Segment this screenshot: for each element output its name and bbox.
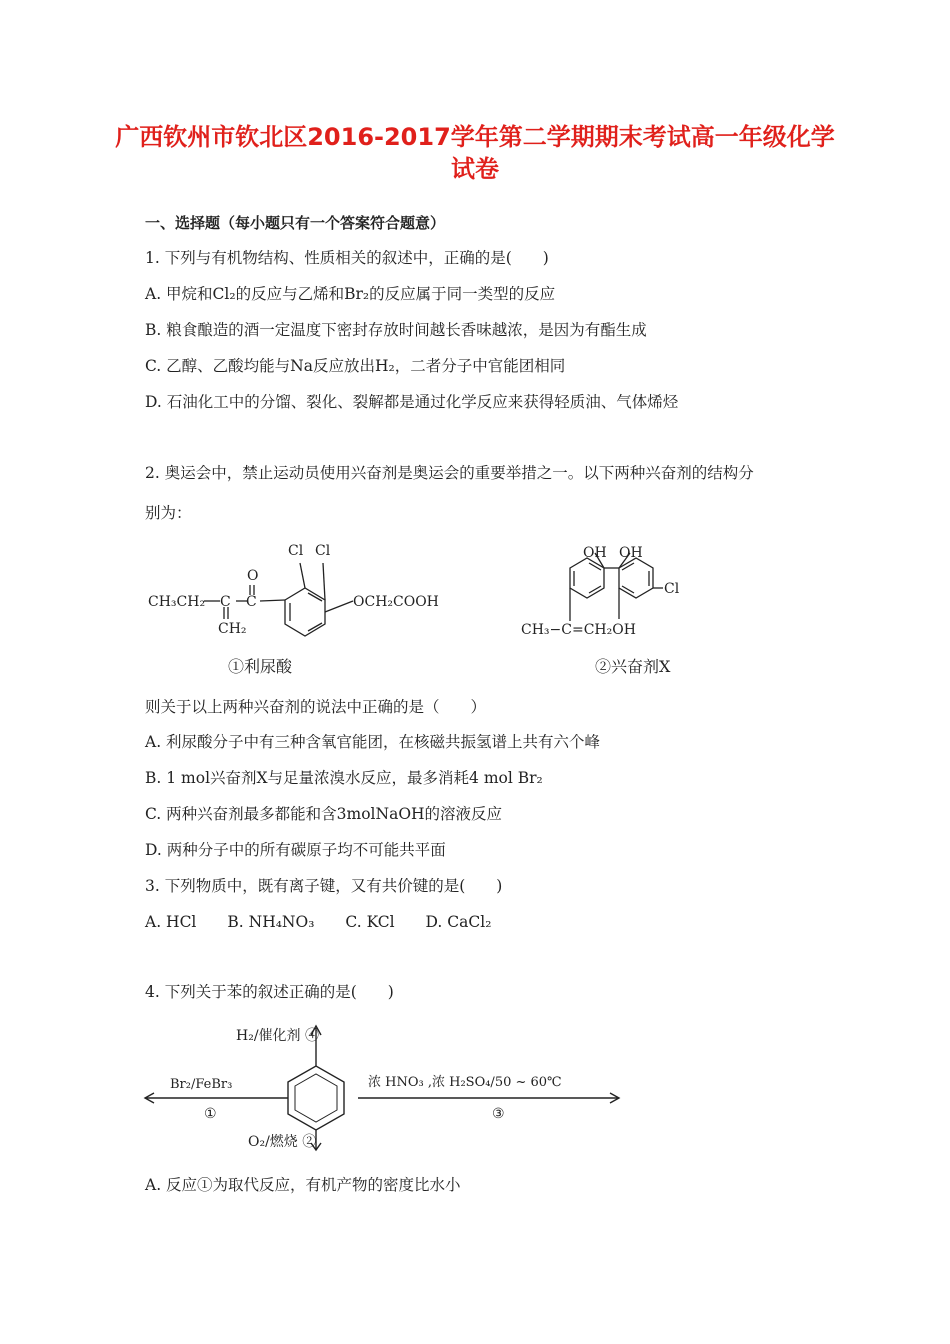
reagent-h2-catalyst: H₂/催化剂 ④ xyxy=(236,1028,319,1044)
carbon-label-2: C xyxy=(246,594,257,610)
q3-options: A. HCl B. NH₄NO₃ C. KCl D. CaCl₂ xyxy=(145,913,492,931)
q1-stem: 1. 下列与有机物结构、性质相关的叙述中，正确的是( ) xyxy=(145,249,549,267)
chain-ch3ch2-label: CH₃CH₂ xyxy=(148,594,206,610)
q1-option-d: D. 石油化工中的分馏、裂化、裂解都是通过化学反应来获得轻质油、气体烯烃 xyxy=(145,393,679,411)
reagent-br2-febr3: Br₂/FeBr₃ xyxy=(170,1077,233,1092)
q4-option-a: A. 反应①为取代反应，有机产物的密度比水小 xyxy=(145,1176,461,1194)
side-chain-label: CH₃−C=CH₂OH xyxy=(521,622,636,638)
chlorine-label-1: Cl xyxy=(288,543,304,559)
q2-option-d: D. 两种分子中的所有碳原子均不可能共平面 xyxy=(145,841,446,859)
hydroxyl-label-1: OH xyxy=(583,545,607,561)
exam-title-line2: 试卷 xyxy=(451,155,499,183)
reaction-number-1: ① xyxy=(204,1106,217,1122)
reagent-o2-combustion: O₂/燃烧 ② xyxy=(248,1134,317,1150)
reaction-number-3: ③ xyxy=(492,1106,505,1122)
q2-stem-line1: 2. 奥运会中，禁止运动员使用兴奋剂是奥运会的重要举措之一。以下两种兴奋剂的结构分 xyxy=(145,464,754,482)
oxygen-label: O xyxy=(247,568,259,584)
chlorine-label-x: Cl xyxy=(664,581,680,597)
ch2-label: CH₂ xyxy=(218,621,247,637)
structure-stimulant-x xyxy=(515,535,715,685)
chlorine-label-2: Cl xyxy=(315,543,331,559)
exam-title-line1: 广西钦州市钦北区2016-2017学年第二学期期末考试高一年级化学 xyxy=(115,123,835,151)
benzene-reaction-diagram xyxy=(140,1022,640,1152)
structure-ethacrynic-acid xyxy=(140,535,460,685)
carbon-label: C xyxy=(220,594,231,610)
hydroxyl-label-2: OH xyxy=(619,545,643,561)
q3-stem: 3. 下列物质中，既有离子键，又有共价键的是( ) xyxy=(145,877,503,895)
q2-option-a: A. 利尿酸分子中有三种含氧官能团，在核磁共振氢谱上共有六个峰 xyxy=(145,733,601,751)
q2-question: 则关于以上两种兴奋剂的说法中正确的是（ ） xyxy=(145,698,487,716)
q2-option-b: B. 1 mol兴奋剂X与足量浓溴水反应，最多消耗4 mol Br₂ xyxy=(145,769,543,787)
q1-option-c: C. 乙醇、乙酸均能与Na反应放出H₂，二者分子中官能团相同 xyxy=(145,357,566,375)
section-heading: 一、选择题（每小题只有一个答案符合题意） xyxy=(145,214,446,232)
caption-ethacrynic-acid: ①利尿酸 xyxy=(228,657,293,676)
q2-option-c: C. 两种兴奋剂最多都能和含3molNaOH的溶液反应 xyxy=(145,805,503,823)
q1-option-b: B. 粮食酿造的酒一定温度下密封存放时间越长香味越浓，是因为有酯生成 xyxy=(145,321,647,339)
q4-stem: 4. 下列关于苯的叙述正确的是( ) xyxy=(145,983,394,1001)
caption-stimulant-x: ②兴奋剂X xyxy=(595,657,671,676)
q1-option-a: A. 甲烷和Cl₂的反应与乙烯和Br₂的反应属于同一类型的反应 xyxy=(145,285,556,303)
q2-stem-line2: 别为： xyxy=(145,504,192,522)
reagent-nitration: 浓 HNO₃ ,浓 H₂SO₄/50 ~ 60℃ xyxy=(368,1075,562,1090)
och2cooh-label: OCH₂COOH xyxy=(353,594,439,610)
